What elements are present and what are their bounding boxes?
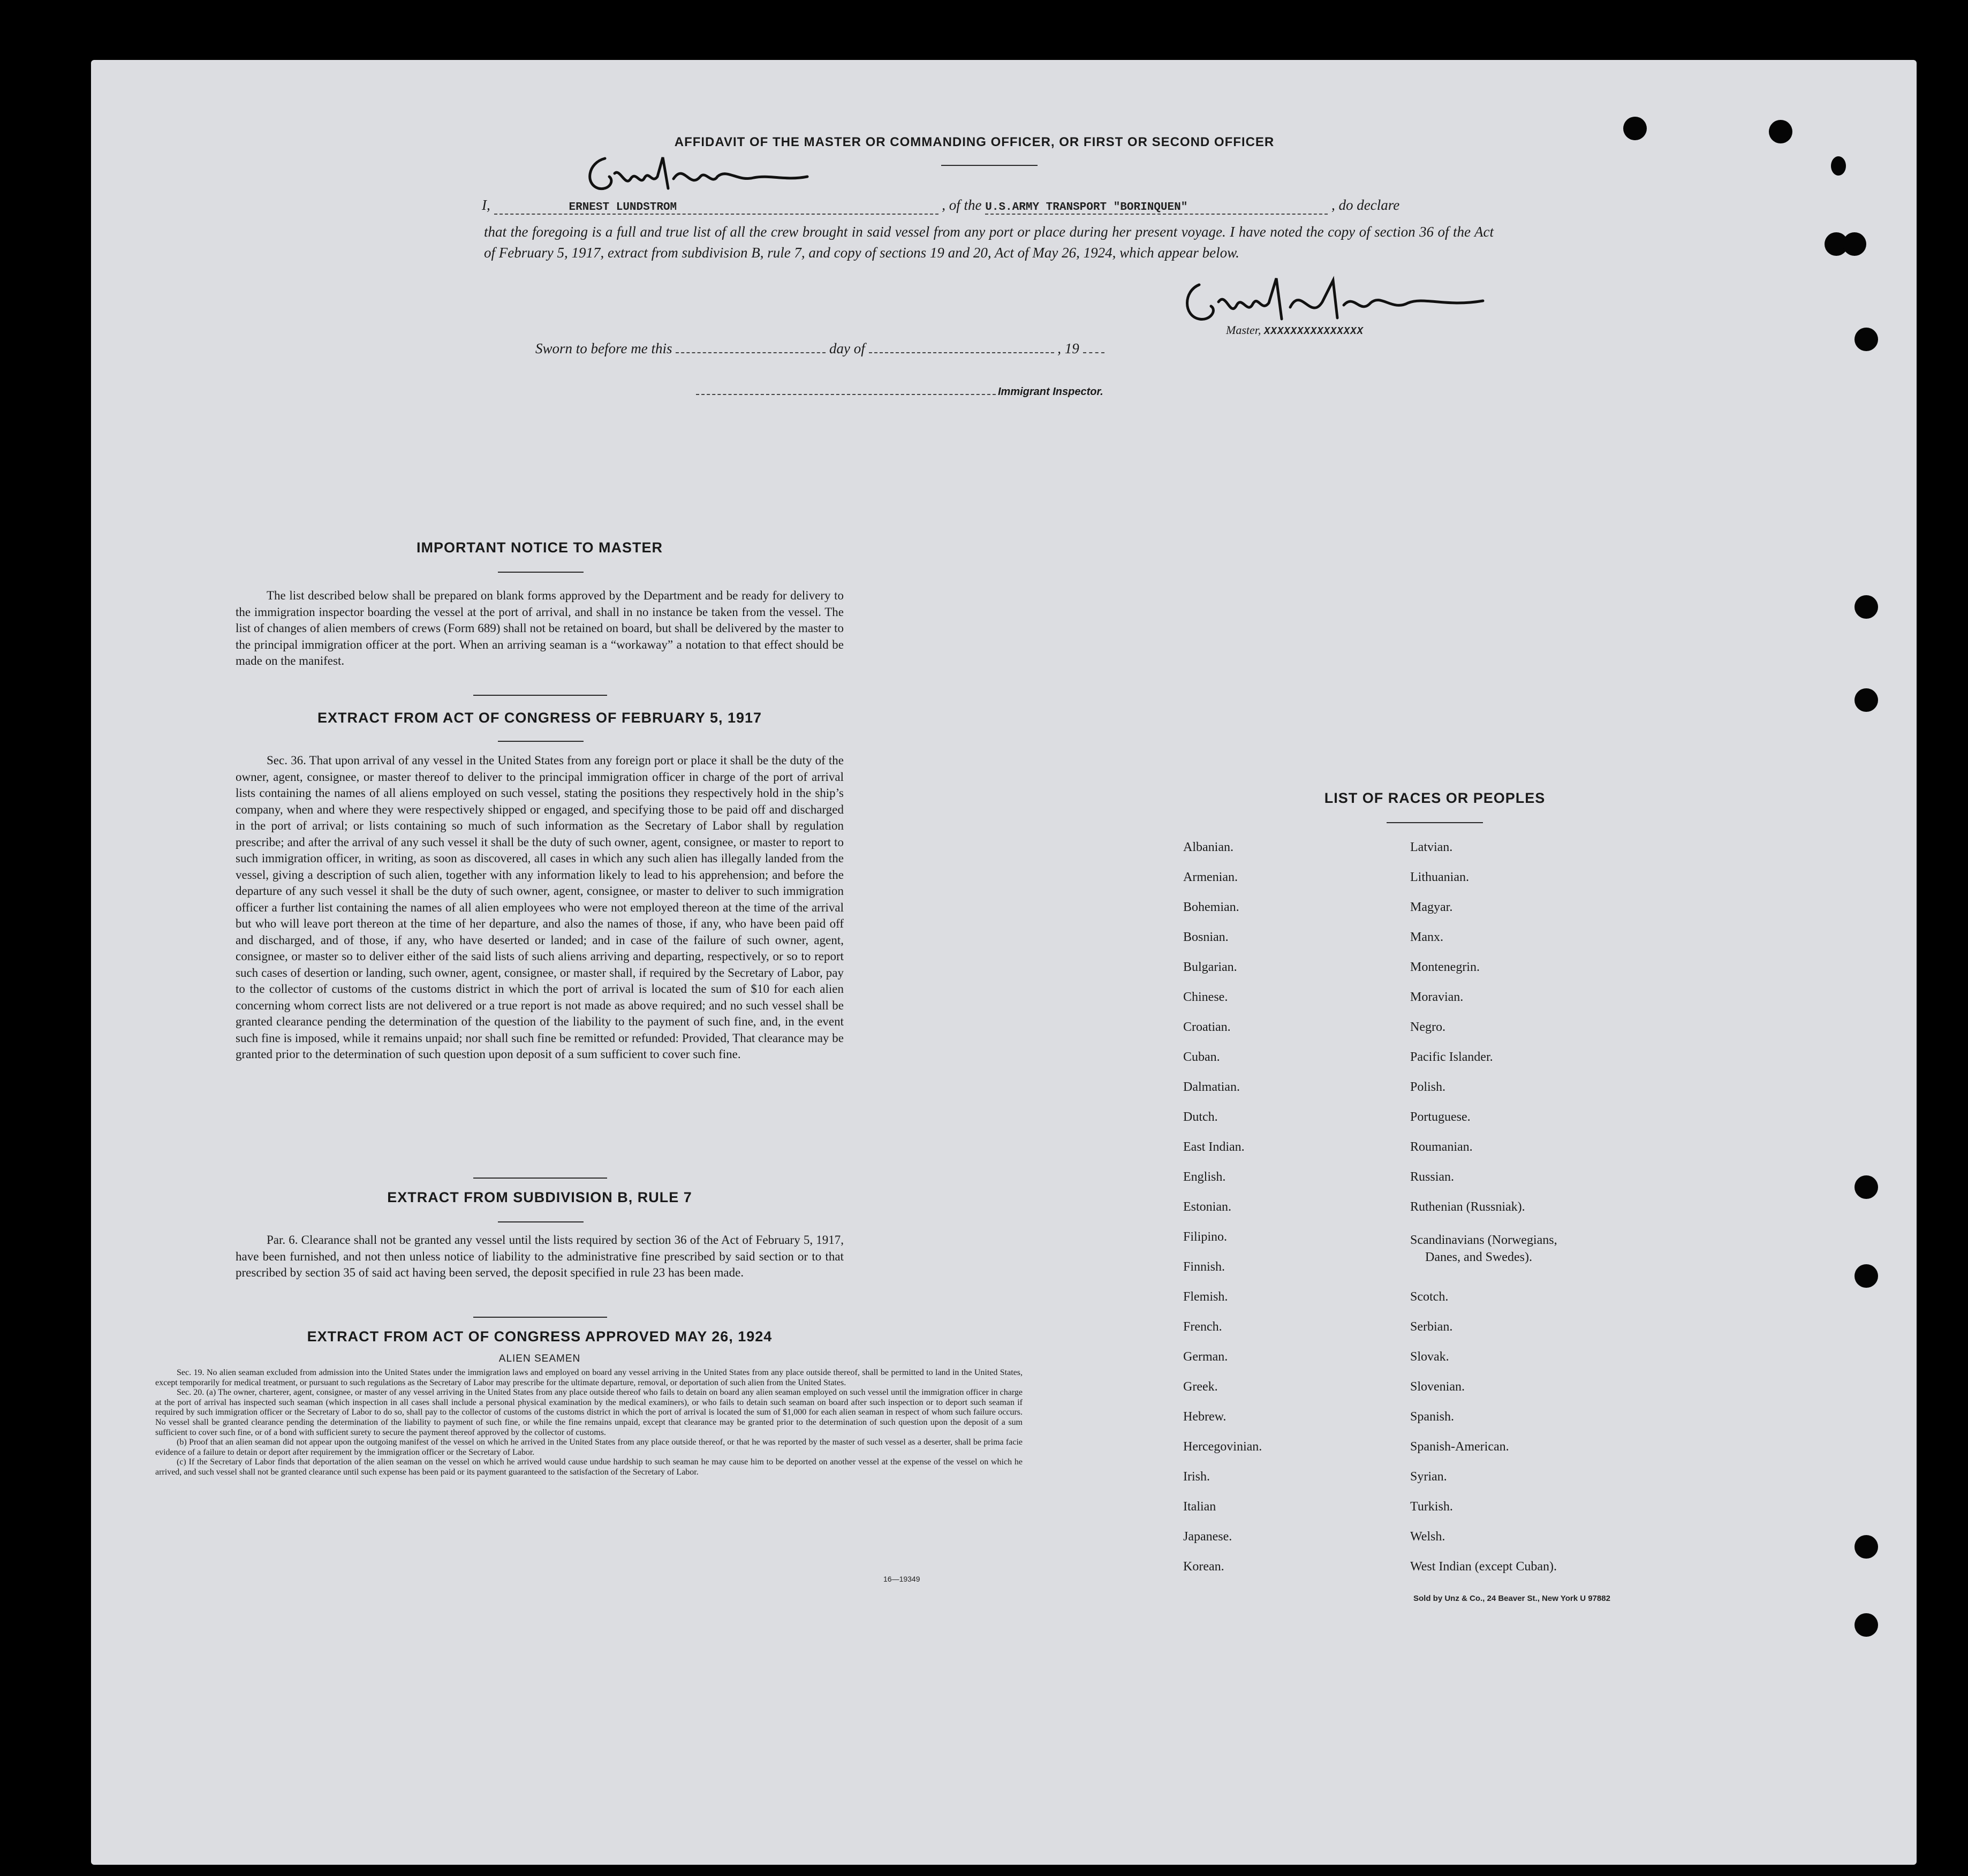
punch-hole: [1623, 117, 1647, 140]
declare-label: , do declare: [1331, 197, 1400, 213]
race-right: Russian.: [1410, 1170, 1455, 1184]
notice-heading: IMPORTANT NOTICE TO MASTER: [417, 540, 663, 556]
vessel-field: [985, 197, 1328, 215]
race-left: English.: [1183, 1170, 1226, 1184]
race-right: Pacific Islander.: [1410, 1050, 1493, 1064]
heading-rule: [941, 165, 1038, 166]
race-left: Italian: [1183, 1500, 1216, 1514]
race-right: Slovak.: [1410, 1350, 1449, 1364]
race-left: Filipino.: [1183, 1230, 1228, 1244]
race-left: Japanese.: [1183, 1530, 1232, 1544]
race-right: Lithuanian.: [1410, 870, 1469, 884]
race-right: Magyar.: [1410, 900, 1453, 914]
inspector-line: [696, 384, 1103, 398]
name-value: ERNEST LUNDSTROM: [569, 201, 677, 214]
declaration-line: [482, 197, 1617, 218]
race-right: Danes, and Swedes).: [1425, 1250, 1532, 1264]
race-right: Ruthenian (Russniak).: [1410, 1200, 1525, 1214]
rule7-heading: EXTRACT FROM SUBDIVISION B, RULE 7: [387, 1189, 692, 1205]
extract1917-heading: EXTRACT FROM ACT OF CONGRESS OF FEBRUARY 5, 1917: [317, 710, 762, 726]
race-right: Turkish.: [1410, 1500, 1453, 1514]
sworn-day-field[interactable]: [676, 340, 826, 353]
race-right: West Indian (except Cuban).: [1410, 1560, 1557, 1574]
race-right: Welsh.: [1410, 1530, 1445, 1544]
race-right: Moravian.: [1410, 990, 1464, 1004]
sec20b-text: (b) Proof that an alien seaman did not appear upon the outgoing manifest of the vessel on which he arrived in the United States from any place outside thereof, or that he was reported by the master of such vessel as a deserter, shall be prima facie evidence of a failure to detain or deport after requirement by the immigration officer or the Secretary of Labor.: [155, 1438, 1023, 1457]
race-left: Chinese.: [1183, 990, 1228, 1004]
extract1917-text: Sec. 36. That upon arrival of any vessel in the United States from any foreign port or place it shall be the duty of the owner, agent, consignee, or master thereof to deliver to the principal immigration officer in charge of the port of arrival lists containing the names of all aliens employed on such vessel, stating the positions they respectively hold in the ship’s company, when and where they were respectively shipped or engaged, and specifying those to be paid off and discharged in the port of arrival; or lists containing so much of such information as the Secretary of Labor shall by regulation prescribe; and after the arrival of any such vessel it shall be the duty of such owner, agent, consignee, or master to report to such immigration officer, in writing, as soon as discovered, all cases in which any such alien has illegally landed from the vessel, giving a description of such alien, together with any information likely to lead to his apprehension; and before the departure of any such vessel it shall be the duty of such owner, agent, consignee, or master to deliver to such immigration officer a further list containing the names of all alien employees who were not employed thereon at the time of the arrival but who will leave port thereon at the time of her departure, and also the names of those, if any, who have been paid off and discharged, and of those, if any, who have deserted or landed; and in case of the failure of such owner, agent, consignee, or master so to deliver either of the said lists of such aliens arriving and departing, respectively, or so to report such cases of desertion or landing, such owner, agent, consignee, or master shall, if required by the Secretary of Labor, pay to the collector of customs of the customs district in which the port of arrival is located the sum of $10 for each alien concerning whom correct lists are not delivered or a true report is not made as above required; and no such vessel shall be granted clearance pending the determination of the question of the liability to the payment of such fine, and, in the event such fine is imposed, while it remains unpaid; nor shall such fine be remitted or refunded: Provided, That clearance may be granted prior to the determination of such question upon deposit of a sum sufficient to cover such fine.: [236, 754, 844, 1061]
i-label: I,: [482, 197, 490, 213]
race-left: Croatian.: [1183, 1020, 1231, 1034]
vessel-value: U.S.ARMY TRANSPORT "BORINQUEN": [985, 201, 1188, 214]
race-right: Scotch.: [1410, 1290, 1449, 1304]
punch-hole: [1831, 156, 1846, 176]
punch-hole: [1855, 1613, 1878, 1637]
punch-hole: [1855, 688, 1878, 712]
race-left: Bulgarian.: [1183, 960, 1237, 974]
sec20a-text: Sec. 20. (a) The owner, charterer, agent, consignee, or master of any vessel arriving in the United States from any place outside thereof who fails to detain on board any alien seaman employed on such vessel until the immigration officer in charge at the port of arrival has inspected such seaman (which inspection in all cases shall include a personal physical examination by the medical examiners), or who fails to detain such seaman on board after such inspection or to deport such seaman if required by such immigration officer or the Secretary of Labor to do so, shall pay to the collector of customs of the customs district in which the port of arrival is located the sum of $1,000 for each alien seaman in respect of whom such failure occurs. No vessel shall be granted clearance pending the determination of the liability to payment of such fine, or while the fine remains unpaid, except that clearance may be granted prior to the determination of such question upon the deposit of a sum sufficient to cover such fine, or of a bond with sufficient surety to secure the payment thereof approved by the collector of customs.: [155, 1388, 1023, 1437]
sworn-year-field[interactable]: [1083, 340, 1104, 353]
race-left: Armenian.: [1183, 870, 1238, 884]
master-label: Master,: [1226, 323, 1261, 337]
race-right: Negro.: [1410, 1020, 1445, 1034]
race-right: Syrian.: [1410, 1470, 1447, 1484]
race-left: Hebrew.: [1183, 1410, 1227, 1424]
race-left: French.: [1183, 1320, 1222, 1334]
race-left: Irish.: [1183, 1470, 1210, 1484]
rule7-text: Par. 6. Clearance shall not be granted any vessel until the lists required by section 36 of the Act of February 5, 1917, have been furnished, and not then unless notice of liability to the administrative fine prescribed by said section or to that prescribed by section 35 of said act having been served, the deposit specified in rule 23 has been made.: [236, 1233, 844, 1279]
master-struck: XXXXXXXXXXXXXXX: [1263, 325, 1364, 337]
notice-rule: [498, 572, 584, 573]
name-field: [494, 197, 938, 215]
affidavit-heading: AFFIDAVIT OF THE MASTER OR COMMANDING OFFICER, OR FIRST OR SECOND OFFICER: [674, 135, 1275, 149]
affidavit-body: that the foregoing is a full and true list of all the crew brought in said vessel from any port or place during her present voyage. I have noted the copy of section 36 of the Act of February 5, 1917, extract from subdivision B, rule 7, and copy of sections 19 and 20, Act of May 26, 1924, which appear below.: [484, 224, 1494, 261]
race-left: East Indian.: [1183, 1140, 1245, 1154]
race-left: Bohemian.: [1183, 900, 1239, 914]
year-label: , 19: [1057, 340, 1079, 356]
race-left: Bosnian.: [1183, 930, 1229, 944]
punch-hole: [1769, 120, 1792, 143]
inspector-signature-field[interactable]: [696, 384, 996, 395]
race-right: Spanish-American.: [1410, 1440, 1509, 1454]
race-left: Korean.: [1183, 1560, 1224, 1574]
race-left: Estonian.: [1183, 1200, 1231, 1214]
punch-hole: [1855, 595, 1878, 619]
extract1924-subheading: ALIEN SEAMEN: [498, 1353, 581, 1364]
of-the-label: , of the: [942, 197, 982, 213]
race-right: Portuguese.: [1410, 1110, 1471, 1124]
inspector-label: Immigrant Inspector.: [998, 386, 1103, 398]
race-right: Polish.: [1410, 1080, 1446, 1094]
printer-credit: Sold by Unz & Co., 24 Beaver St., New York U 97882: [1413, 1594, 1610, 1603]
race-left: Flemish.: [1183, 1290, 1228, 1304]
punch-hole: [1855, 328, 1878, 351]
section-divider: [473, 1317, 607, 1318]
race-right: Montenegrin.: [1410, 960, 1480, 974]
sworn-line: [535, 340, 1285, 357]
extract1917-rule: [498, 741, 584, 742]
form-page: [91, 60, 1917, 1865]
races-rule: [1387, 822, 1483, 823]
sec19-text: Sec. 19. No alien seaman excluded from admission into the United States under the immigration laws and employed on board any vessel arriving in the United States from any place outside thereof, shall be permitted to land in the United States, except temporarily for medical treatment, or pursuant to such regulations as the Secretary of Labor may prescribe for the ultimate departure, removal, or deportation of such alien from the United States.: [155, 1368, 1023, 1387]
race-left: Finnish.: [1183, 1260, 1225, 1274]
race-left: Dalmatian.: [1183, 1080, 1240, 1094]
notice-text: The list described below shall be prepared on blank forms approved by the Department and be ready for delivery to the immigration inspector boarding the vessel at the port of arrival, and shall in no instance be taken from the vessel. The list of changes of alien members of crews (Form 689) shall not be retained on board, but shall be delivered by the master to the principal immigration officer at the port. When an arriving seaman is a “workaway” a notation to that effect should be made on the manifest.: [236, 589, 844, 667]
race-left: German.: [1183, 1350, 1228, 1364]
punch-hole: [1855, 1535, 1878, 1559]
punch-hole: [1843, 232, 1866, 256]
race-left: Dutch.: [1183, 1110, 1218, 1124]
race-right: Serbian.: [1410, 1320, 1453, 1334]
punch-hole: [1855, 1264, 1878, 1288]
extract1924-text: [155, 1368, 1023, 1478]
race-left: Greek.: [1183, 1380, 1218, 1394]
races-heading: LIST OF RACES OR PEOPLES: [1324, 790, 1546, 806]
race-right: Slovenian.: [1410, 1380, 1465, 1394]
race-right: Roumanian.: [1410, 1140, 1473, 1154]
race-left: Albanian.: [1183, 840, 1233, 854]
master-label-line: [1226, 323, 1364, 337]
extract1924-heading: EXTRACT FROM ACT OF CONGRESS APPROVED MAY 26, 1924: [307, 1328, 773, 1345]
day-of-label: day of: [829, 340, 865, 356]
section-divider: [473, 1178, 607, 1179]
race-left: Cuban.: [1183, 1050, 1220, 1064]
section-divider: [473, 695, 607, 696]
race-right: Latvian.: [1410, 840, 1453, 854]
sworn-label: Sworn to before me this: [535, 340, 672, 356]
race-left: Hercegovinian.: [1183, 1440, 1262, 1454]
sworn-month-field[interactable]: [869, 340, 1054, 353]
race-right: Manx.: [1410, 930, 1443, 944]
sec20c-text: (c) If the Secretary of Labor finds that deportation of the alien seaman on the vessel on which he arrived would cause undue hardship to such seaman he may cause him to be deported on another vessel at the expense of the vessel on which he arrived, and such vessel shall not be granted clearance until such expense has been paid or its payment guaranteed to the satisfaction of the Secretary of Labor.: [155, 1457, 1023, 1477]
rule7-rule: [498, 1221, 584, 1222]
race-right: Spanish.: [1410, 1410, 1455, 1424]
punch-hole: [1855, 1175, 1878, 1199]
form-number: 16—19349: [883, 1575, 920, 1583]
race-right: Scandinavians (Norwegians,: [1410, 1233, 1557, 1247]
